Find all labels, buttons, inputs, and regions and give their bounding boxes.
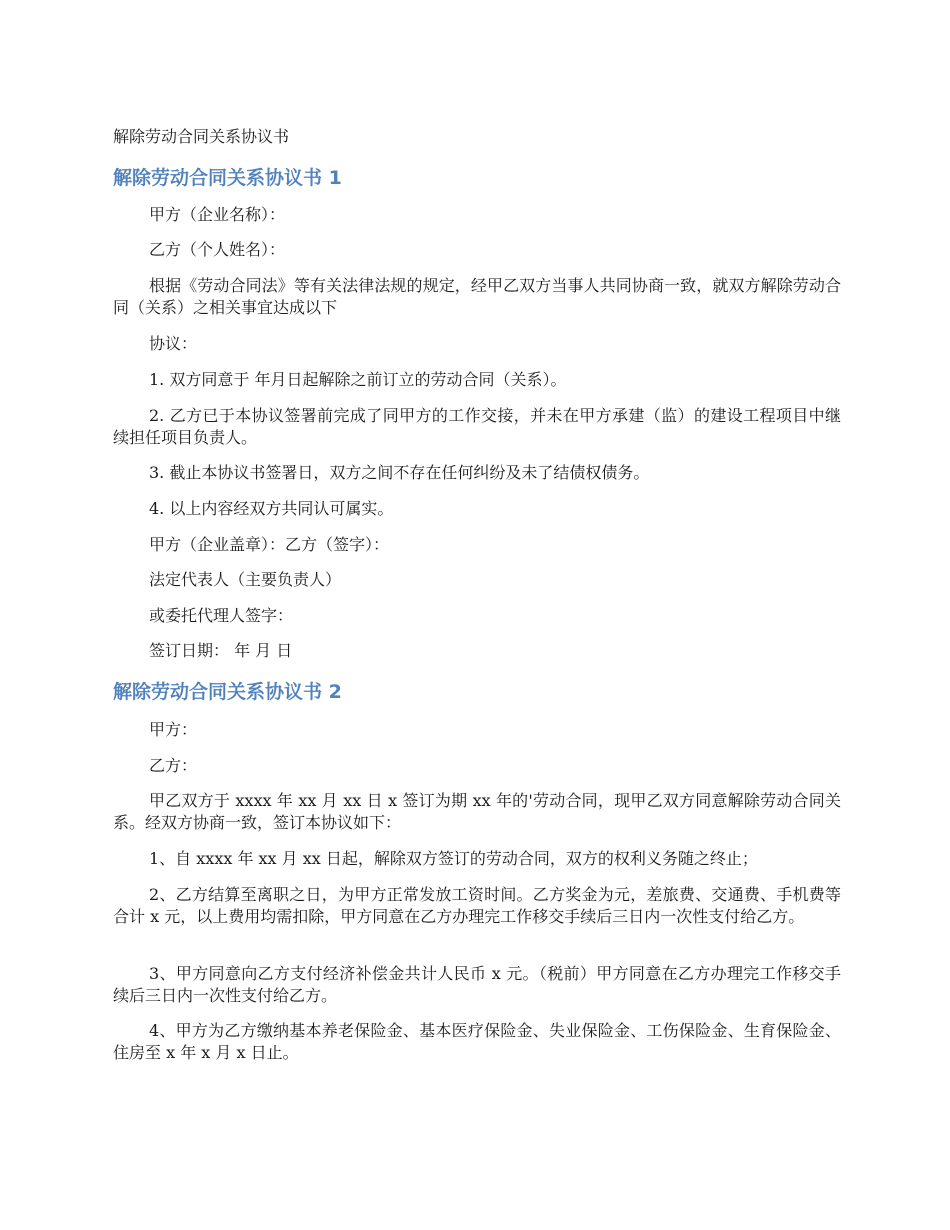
- clause-2-1: 1、自 xxxx 年 xx 月 xx 日起，解除双方签订的劳动合同，双方的权利义务随之终止；: [149, 849, 758, 868]
- legal-representative-line: 法定代表人（主要负责人）: [149, 570, 342, 589]
- clause-1: 1. 双方同意于 年月日起解除之前订立的劳动合同（关系）。: [149, 370, 567, 389]
- section-heading-1: 解除劳动合同关系协议书 1: [113, 167, 342, 189]
- preamble-paragraph-2: 甲乙双方于 xxxx 年 xx 月 xx 日 x 签订为期 xx 年的'劳动合同，现甲乙双方同意解除劳动合同关系。经双方协商一致，签订本协议如下：: [113, 791, 841, 832]
- party-a-line: 甲方（企业名称）：: [149, 205, 286, 224]
- signing-date-line: 签订日期： 年 月 日: [149, 641, 293, 660]
- clause-3: 3. 截止本协议书签署日，双方之间不存在任何纠纷及未了结债权债务。: [149, 463, 650, 482]
- agent-signature-line: 或委托代理人签字：: [149, 606, 294, 625]
- party-b-line: 乙方（个人姓名）：: [149, 240, 286, 259]
- clause-2: 2. 乙方已于本协议签署前完成了同甲方的工作交接，并未在甲方承建（监）的建设工程项目中继续担任项目负责人。: [113, 406, 841, 447]
- section-heading-2: 解除劳动合同关系协议书 2: [113, 681, 342, 703]
- signature-line: 甲方（企业盖章）：乙方（签字）：: [149, 535, 390, 554]
- clause-2-4: 4、甲方为乙方缴纳基本养老保险金、基本医疗保险金、失业保险金、工伤保险金、生育保险金、住房至 x 年 x 月 x 日止。: [113, 1021, 841, 1062]
- party-b-line-2: 乙方：: [149, 756, 198, 775]
- clause-2-2: 2、乙方结算至离职之日，为甲方正常发放工资时间。乙方奖金为元，差旅费、交通费、手机费等合计 x 元，以上费用均需扣除，甲方同意在乙方办理完工作移交手续后三日内一次性支付给乙方。: [113, 885, 841, 926]
- document-title: 解除劳动合同关系协议书: [113, 127, 290, 146]
- agreement-label: 协议：: [149, 334, 198, 353]
- preamble-paragraph: 根据《劳动合同法》等有关法律法规的规定，经甲乙双方当事人共同协商一致，就双方解除劳动合同（关系）之相关事宜达成以下: [113, 276, 841, 317]
- clause-4: 4. 以上内容经双方共同认可属实。: [149, 499, 394, 518]
- party-a-line-2: 甲方：: [149, 720, 198, 739]
- clause-2-3: 3、甲方同意向乙方支付经济补偿金共计人民币 x 元。（税前）甲方同意在乙方办理完工作移交手续后三日内一次性支付给乙方。: [113, 964, 841, 1005]
